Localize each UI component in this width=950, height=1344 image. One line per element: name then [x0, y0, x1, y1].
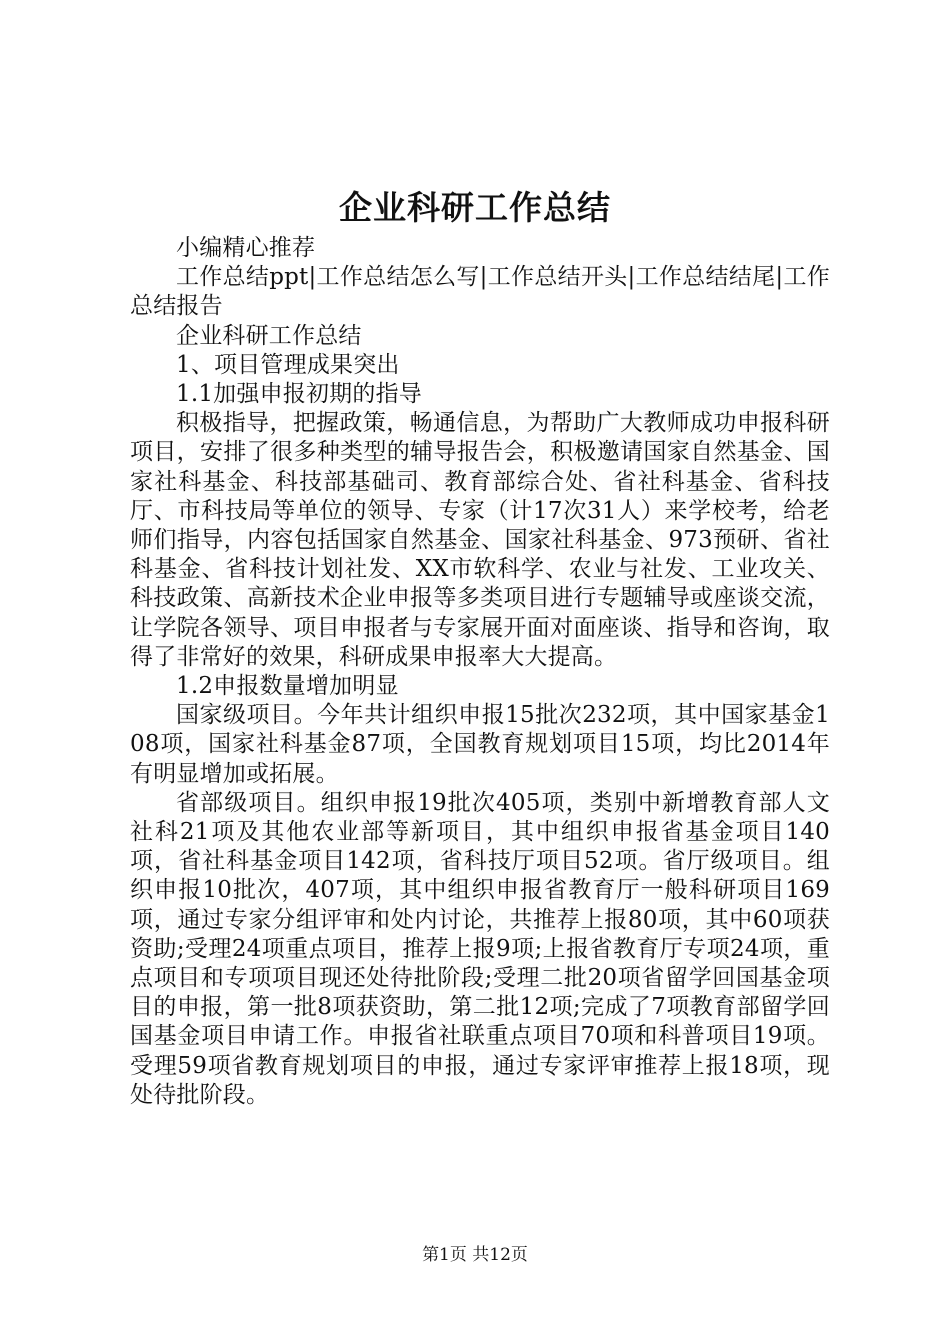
section-heading-1: 1、项目管理成果突出	[176, 351, 400, 378]
paragraph-provincial-projects: 省部级项目。组织申报19批次405项，类别中新增教育部人文社科21项及其他农业部等新项目，其中组织申报省基金项目140项，省社科基金项目142项，省科技厅项目52项。省厅级项目。组织申报10批次，407项，其中组织申报省教育厅一般科研项目169项，通过专家分组评审和处内讨论，共推荐上报80项，其中60项获资助;受理24项重点项目，推荐上报9项;上报省教育厅专项24项，重点项目和专项项目现还处待批阶段;受理二批20项省留学回国基金项目的申报，第一批8项获资助，第二批12项;完成了7项教育部留学回国基金项目申请工作。申报省社联重点项目70项和科普项目19项。受理59项省教育规划项目的申报，通过专家评审推荐上报18项，现处待批阶段。	[130, 789, 830, 1108]
subsection-heading-1-2: 1.2申报数量增加明显	[176, 673, 399, 700]
subsection-heading-1-1: 1.1加强申报初期的指导	[176, 381, 422, 408]
paragraph-related-links: 工作总结ppt|工作总结怎么写|工作总结开头|工作总结结尾|工作总结报告	[130, 264, 830, 320]
page-footer: 第1页 共12页	[422, 1245, 528, 1265]
paragraph-national-projects: 国家级项目。今年共计组织申报15批次232项，其中国家基金108项，国家社科基金87项，全国教育规划项目15项，均比2014年有明显增加或拓展。	[130, 702, 830, 787]
paragraph-subtitle: 企业科研工作总结	[176, 322, 362, 349]
document-body	[130, 234, 830, 1110]
paragraph-recommend: 小编精心推荐	[176, 235, 316, 261]
document-title: 企业科研工作总结	[339, 188, 611, 227]
paragraph-guidance: 积极指导，把握政策，畅通信息，为帮助广大教师成功申报科研项目，安排了很多种类型的辅导报告会，积极邀请国家自然基金、国家社科基金、科技部基础司、教育部综合处、省社科基金、省科技厅、市科技局等单位的领导、专家（计17次31人）来学校考，给老师们指导，内容包括国家自然基金、国家社科基金、973预研、省社科基金、省科技计划社发、XX市软科学、农业与社发、工业攻关、科技政策、高新技术企业申报等多类项目进行专题辅导或座谈交流，让学院各领导、项目申报者与专家展开面对面座谈、指导和咨询，取得了非常好的效果，科研成果申报率大大提高。	[130, 410, 830, 670]
